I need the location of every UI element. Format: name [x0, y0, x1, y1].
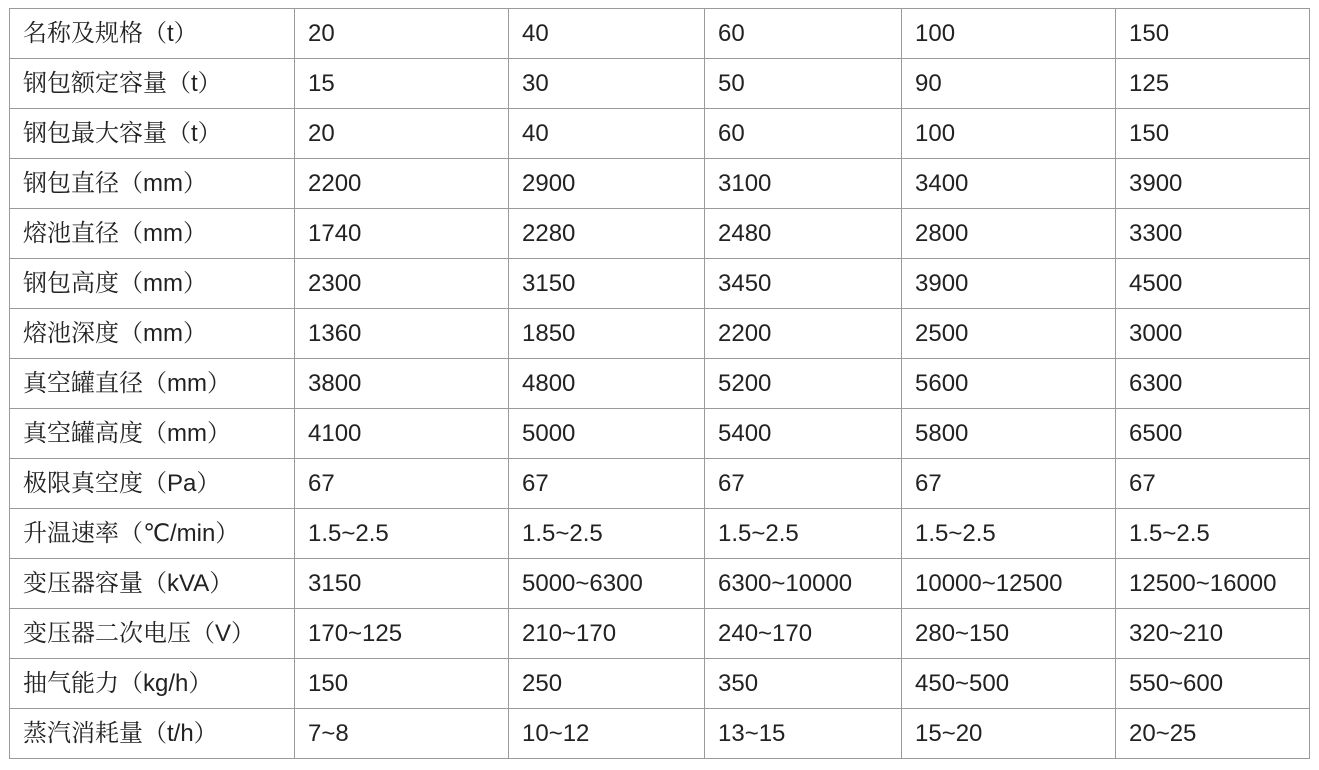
value-cell: 320~210: [1116, 609, 1310, 659]
value-cell: 240~170: [705, 609, 902, 659]
value-cell: 2800: [902, 209, 1116, 259]
spec-table: [9, 8, 1310, 759]
value-cell: 60: [705, 109, 902, 159]
value-cell: 125: [1116, 59, 1310, 109]
table-row: [10, 109, 1310, 159]
value-cell: 50: [705, 59, 902, 109]
value-cell: 5000: [509, 409, 705, 459]
value-cell: 6500: [1116, 409, 1310, 459]
value-cell: 67: [902, 459, 1116, 509]
value-cell: 450~500: [902, 659, 1116, 709]
value-cell: 13~15: [705, 709, 902, 759]
value-cell: 10~12: [509, 709, 705, 759]
row-label-cell: 钢包高度（mm）: [10, 259, 295, 309]
value-cell: 5400: [705, 409, 902, 459]
table-row: [10, 559, 1310, 609]
row-label-cell: 变压器二次电压（V）: [10, 609, 295, 659]
value-cell: 2480: [705, 209, 902, 259]
value-cell: 1.5~2.5: [1116, 509, 1310, 559]
value-cell: 350: [705, 659, 902, 709]
value-cell: 100: [902, 109, 1116, 159]
value-cell: 1740: [295, 209, 509, 259]
table-row: [10, 59, 1310, 109]
value-cell: 2280: [509, 209, 705, 259]
row-label-cell: 变压器容量（kVA）: [10, 559, 295, 609]
value-cell: 12500~16000: [1116, 559, 1310, 609]
value-cell: 4500: [1116, 259, 1310, 309]
table-row: [10, 259, 1310, 309]
value-cell: 67: [295, 459, 509, 509]
value-cell: 280~150: [902, 609, 1116, 659]
value-cell: 20: [295, 109, 509, 159]
value-cell: 2200: [295, 159, 509, 209]
value-cell: 210~170: [509, 609, 705, 659]
value-cell: 1.5~2.5: [902, 509, 1116, 559]
row-label-cell: 真空罐直径（mm）: [10, 359, 295, 409]
value-cell: 5200: [705, 359, 902, 409]
value-cell: 7~8: [295, 709, 509, 759]
value-cell: 3450: [705, 259, 902, 309]
row-label-cell: 名称及规格（t）: [10, 9, 295, 59]
table-row: [10, 509, 1310, 559]
table-row: [10, 459, 1310, 509]
value-cell: 1850: [509, 309, 705, 359]
value-cell: 5800: [902, 409, 1116, 459]
value-cell: 40: [509, 109, 705, 159]
value-cell: 5600: [902, 359, 1116, 409]
row-label-cell: 钢包最大容量（t）: [10, 109, 295, 159]
table-row: [10, 159, 1310, 209]
spec-table-body: [10, 9, 1310, 759]
row-label-cell: 钢包额定容量（t）: [10, 59, 295, 109]
value-cell: 3000: [1116, 309, 1310, 359]
value-cell: 150: [1116, 109, 1310, 159]
value-cell: 3900: [902, 259, 1116, 309]
table-row: [10, 9, 1310, 59]
row-label-cell: 真空罐高度（mm）: [10, 409, 295, 459]
row-label-cell: 钢包直径（mm）: [10, 159, 295, 209]
value-cell: 67: [705, 459, 902, 509]
value-cell: 3800: [295, 359, 509, 409]
value-cell: 150: [1116, 9, 1310, 59]
row-label-cell: 极限真空度（Pa）: [10, 459, 295, 509]
value-cell: 67: [509, 459, 705, 509]
value-cell: 250: [509, 659, 705, 709]
value-cell: 3150: [295, 559, 509, 609]
value-cell: 3150: [509, 259, 705, 309]
row-label-cell: 抽气能力（kg/h）: [10, 659, 295, 709]
value-cell: 1.5~2.5: [705, 509, 902, 559]
value-cell: 1.5~2.5: [295, 509, 509, 559]
value-cell: 3300: [1116, 209, 1310, 259]
value-cell: 67: [1116, 459, 1310, 509]
value-cell: 5000~6300: [509, 559, 705, 609]
value-cell: 2300: [295, 259, 509, 309]
value-cell: 15: [295, 59, 509, 109]
table-row: [10, 309, 1310, 359]
value-cell: 2900: [509, 159, 705, 209]
table-row: [10, 659, 1310, 709]
row-label-cell: 升温速率（℃/min）: [10, 509, 295, 559]
table-row: [10, 709, 1310, 759]
table-row: [10, 609, 1310, 659]
row-label-cell: 熔池直径（mm）: [10, 209, 295, 259]
value-cell: 6300: [1116, 359, 1310, 409]
value-cell: 60: [705, 9, 902, 59]
table-row: [10, 209, 1310, 259]
value-cell: 3100: [705, 159, 902, 209]
value-cell: 15~20: [902, 709, 1116, 759]
value-cell: 4100: [295, 409, 509, 459]
row-label-cell: 蒸汽消耗量（t/h）: [10, 709, 295, 759]
value-cell: 170~125: [295, 609, 509, 659]
value-cell: 550~600: [1116, 659, 1310, 709]
value-cell: 30: [509, 59, 705, 109]
value-cell: 90: [902, 59, 1116, 109]
value-cell: 3900: [1116, 159, 1310, 209]
value-cell: 40: [509, 9, 705, 59]
value-cell: 20~25: [1116, 709, 1310, 759]
value-cell: 1360: [295, 309, 509, 359]
value-cell: 150: [295, 659, 509, 709]
row-label-cell: 熔池深度（mm）: [10, 309, 295, 359]
value-cell: 10000~12500: [902, 559, 1116, 609]
value-cell: 2500: [902, 309, 1116, 359]
value-cell: 2200: [705, 309, 902, 359]
table-row: [10, 359, 1310, 409]
value-cell: 1.5~2.5: [509, 509, 705, 559]
value-cell: 6300~10000: [705, 559, 902, 609]
value-cell: 4800: [509, 359, 705, 409]
table-row: [10, 409, 1310, 459]
value-cell: 3400: [902, 159, 1116, 209]
value-cell: 100: [902, 9, 1116, 59]
value-cell: 20: [295, 9, 509, 59]
